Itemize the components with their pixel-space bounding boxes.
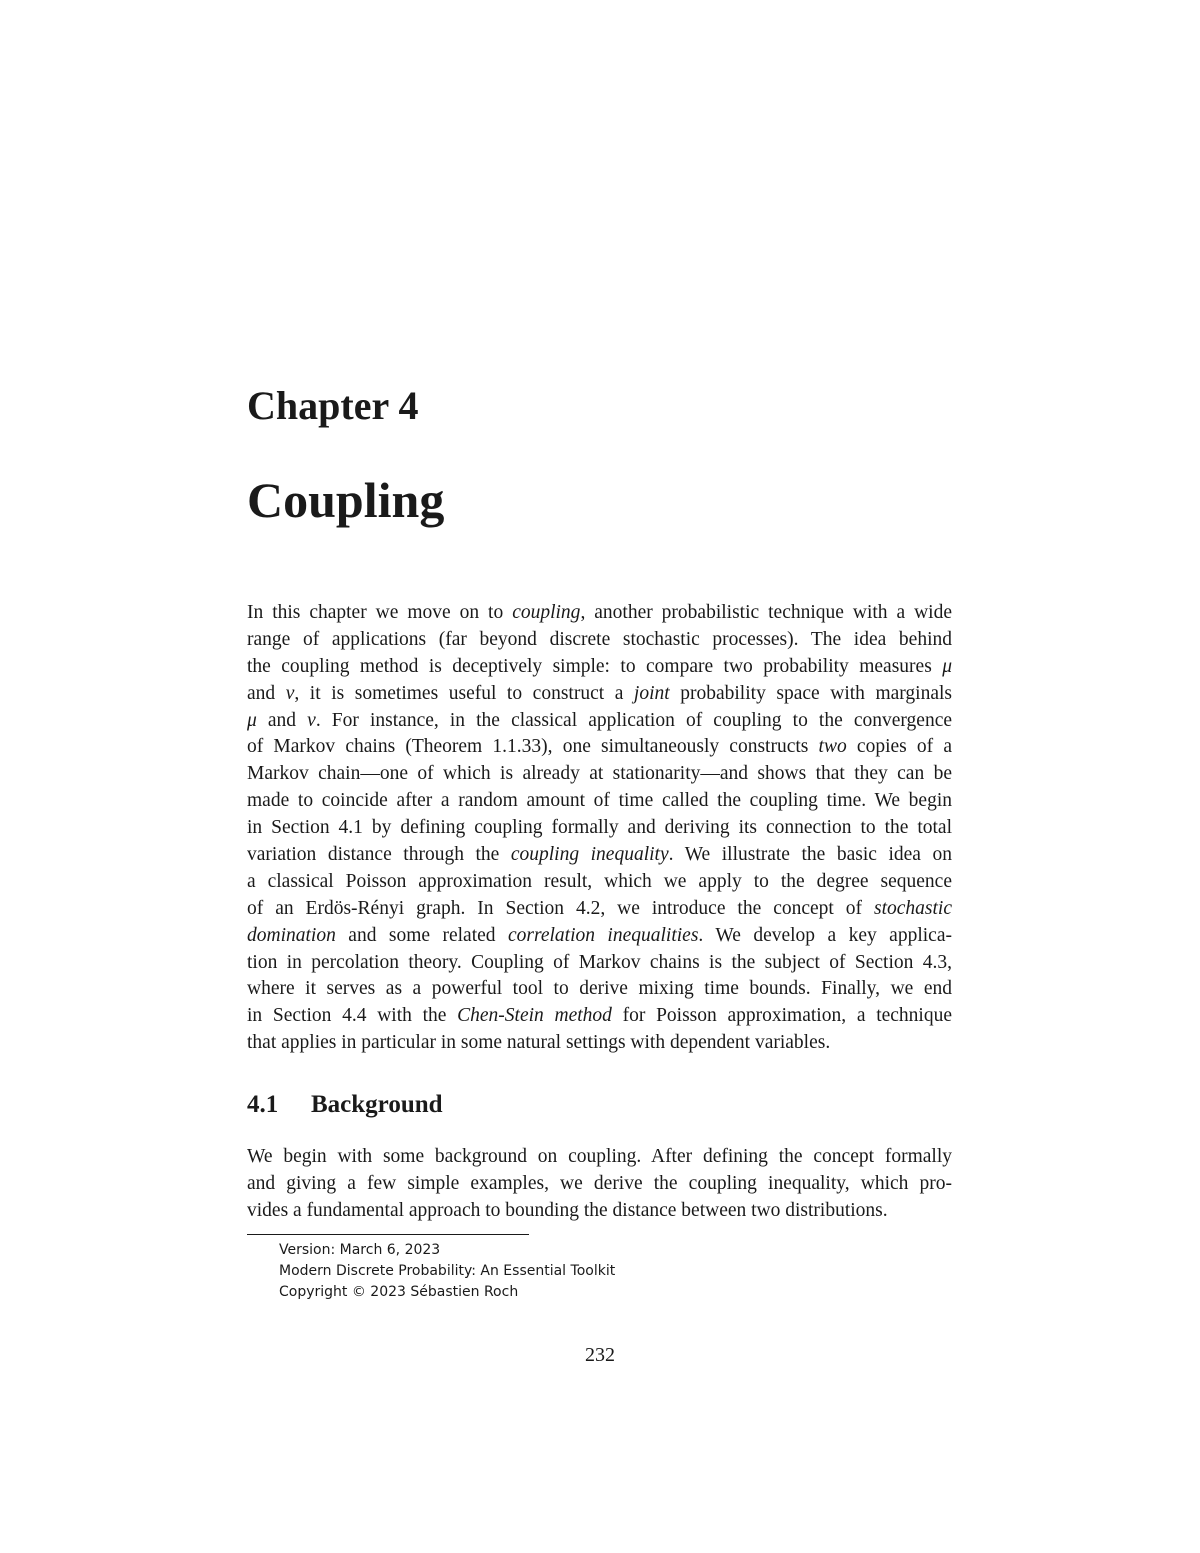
text-run: and some related bbox=[335, 924, 508, 946]
text-run: Markov chain—one of which is already at stationarity—and shows that they can be bbox=[247, 763, 952, 785]
text-run: range of applications (far beyond discrete stochastic processes). The idea behind bbox=[247, 628, 952, 650]
section-title: Background bbox=[311, 1091, 443, 1118]
text-run: tion in percolation theory. Coupling of Markov chains is the subject of Section 4.3, bbox=[247, 951, 952, 973]
footnote-rule bbox=[247, 1234, 529, 1235]
text-run: where it serves as a powerful tool to derive mixing time bounds. Finally, we end bbox=[247, 978, 952, 1000]
background-paragraph bbox=[247, 1144, 952, 1225]
text-run: probability space with marginals bbox=[669, 682, 952, 704]
text-run: . For instance, in the classical application of coupling to the convergence bbox=[315, 709, 952, 731]
text-run: In this chapter we move on to bbox=[247, 602, 513, 623]
text-line bbox=[247, 896, 952, 923]
section-heading bbox=[247, 1089, 443, 1121]
text-line bbox=[247, 1198, 952, 1225]
text-line bbox=[247, 976, 952, 1003]
emphasis-text: coupling bbox=[512, 602, 581, 623]
emphasis-text: coupling inequality bbox=[510, 844, 669, 866]
text-run: We begin with some background on coupling. After defining the concept formally bbox=[247, 1146, 952, 1167]
emphasis-text: μ bbox=[247, 709, 257, 731]
chapter-label: Chapter 4 bbox=[247, 383, 419, 428]
footnote bbox=[279, 1240, 615, 1303]
text-run: copies of a bbox=[846, 736, 952, 758]
emphasis-text: correlation inequalities bbox=[507, 924, 699, 946]
text-line bbox=[247, 761, 952, 788]
text-run: the coupling method is deceptively simple: to compare two probability measures bbox=[247, 655, 943, 677]
text-line bbox=[247, 708, 952, 735]
text-run: a classical Poisson approximation result, which we apply to the degree sequence bbox=[247, 870, 952, 892]
section-number: 4.1 bbox=[247, 1091, 279, 1118]
text-line bbox=[247, 600, 952, 627]
text-run: in Section 4.4 with the bbox=[247, 1005, 458, 1027]
emphasis-text: stochastic bbox=[874, 897, 952, 919]
footnote-copyright: Copyright © 2023 Sébastien Roch bbox=[279, 1284, 519, 1300]
emphasis-text: ν bbox=[285, 682, 295, 704]
text-run: for Poisson approximation, a technique bbox=[611, 1005, 952, 1027]
text-run: , another probabilistic technique with a wide bbox=[580, 602, 952, 623]
footnote-book-title: Modern Discrete Probability: An Essential Toolkit bbox=[279, 1263, 616, 1279]
text-line bbox=[247, 627, 952, 654]
text-run: and bbox=[247, 682, 286, 704]
text-line bbox=[247, 788, 952, 815]
emphasis-text: domination bbox=[247, 924, 336, 946]
text-run: made to coincide after a random amount of time called the coupling time. We begin bbox=[247, 790, 952, 812]
text-line bbox=[247, 923, 952, 950]
text-line bbox=[247, 654, 952, 681]
text-run: vides a fundamental approach to bounding the distance between two distributions. bbox=[247, 1199, 888, 1221]
text-line bbox=[247, 1030, 952, 1057]
intro-paragraph bbox=[247, 600, 952, 1057]
text-line bbox=[247, 1003, 952, 1030]
text-run: and giving a few simple examples, we derive the coupling inequality, which pro- bbox=[247, 1172, 952, 1194]
chapter-title: Coupling bbox=[247, 472, 445, 528]
emphasis-text: two bbox=[818, 736, 847, 758]
emphasis-text: Chen-Stein method bbox=[457, 1005, 612, 1027]
text-run: , it is sometimes useful to construct a bbox=[294, 682, 634, 704]
text-line bbox=[247, 815, 952, 842]
text-line bbox=[247, 734, 952, 761]
text-line bbox=[247, 681, 952, 708]
text-run: . We develop a key applica- bbox=[698, 924, 952, 946]
text-line bbox=[247, 1144, 952, 1171]
text-line bbox=[247, 1171, 952, 1198]
emphasis-text: μ bbox=[942, 655, 952, 677]
text-run: of Markov chains (Theorem 1.1.33), one simultaneously constructs bbox=[247, 736, 819, 758]
footnote-version: Version: March 6, 2023 bbox=[279, 1242, 441, 1258]
emphasis-text: ν bbox=[307, 709, 316, 731]
text-line bbox=[247, 869, 952, 896]
text-run: in Section 4.1 by defining coupling formally and deriving its connection to the total bbox=[247, 817, 952, 839]
text-run: variation distance through the bbox=[247, 844, 511, 866]
text-line bbox=[247, 842, 952, 869]
text-run: . We illustrate the basic idea on bbox=[668, 844, 952, 866]
emphasis-text: joint bbox=[633, 682, 670, 704]
text-run: of an Erdös-Rényi graph. In Section 4.2, we introduce the concept of bbox=[247, 897, 874, 919]
text-run: that applies in particular in some natural settings with dependent variables. bbox=[247, 1032, 831, 1054]
text-line bbox=[247, 950, 952, 977]
text-run: and bbox=[256, 709, 308, 731]
page-number: 232 bbox=[585, 1344, 615, 1366]
